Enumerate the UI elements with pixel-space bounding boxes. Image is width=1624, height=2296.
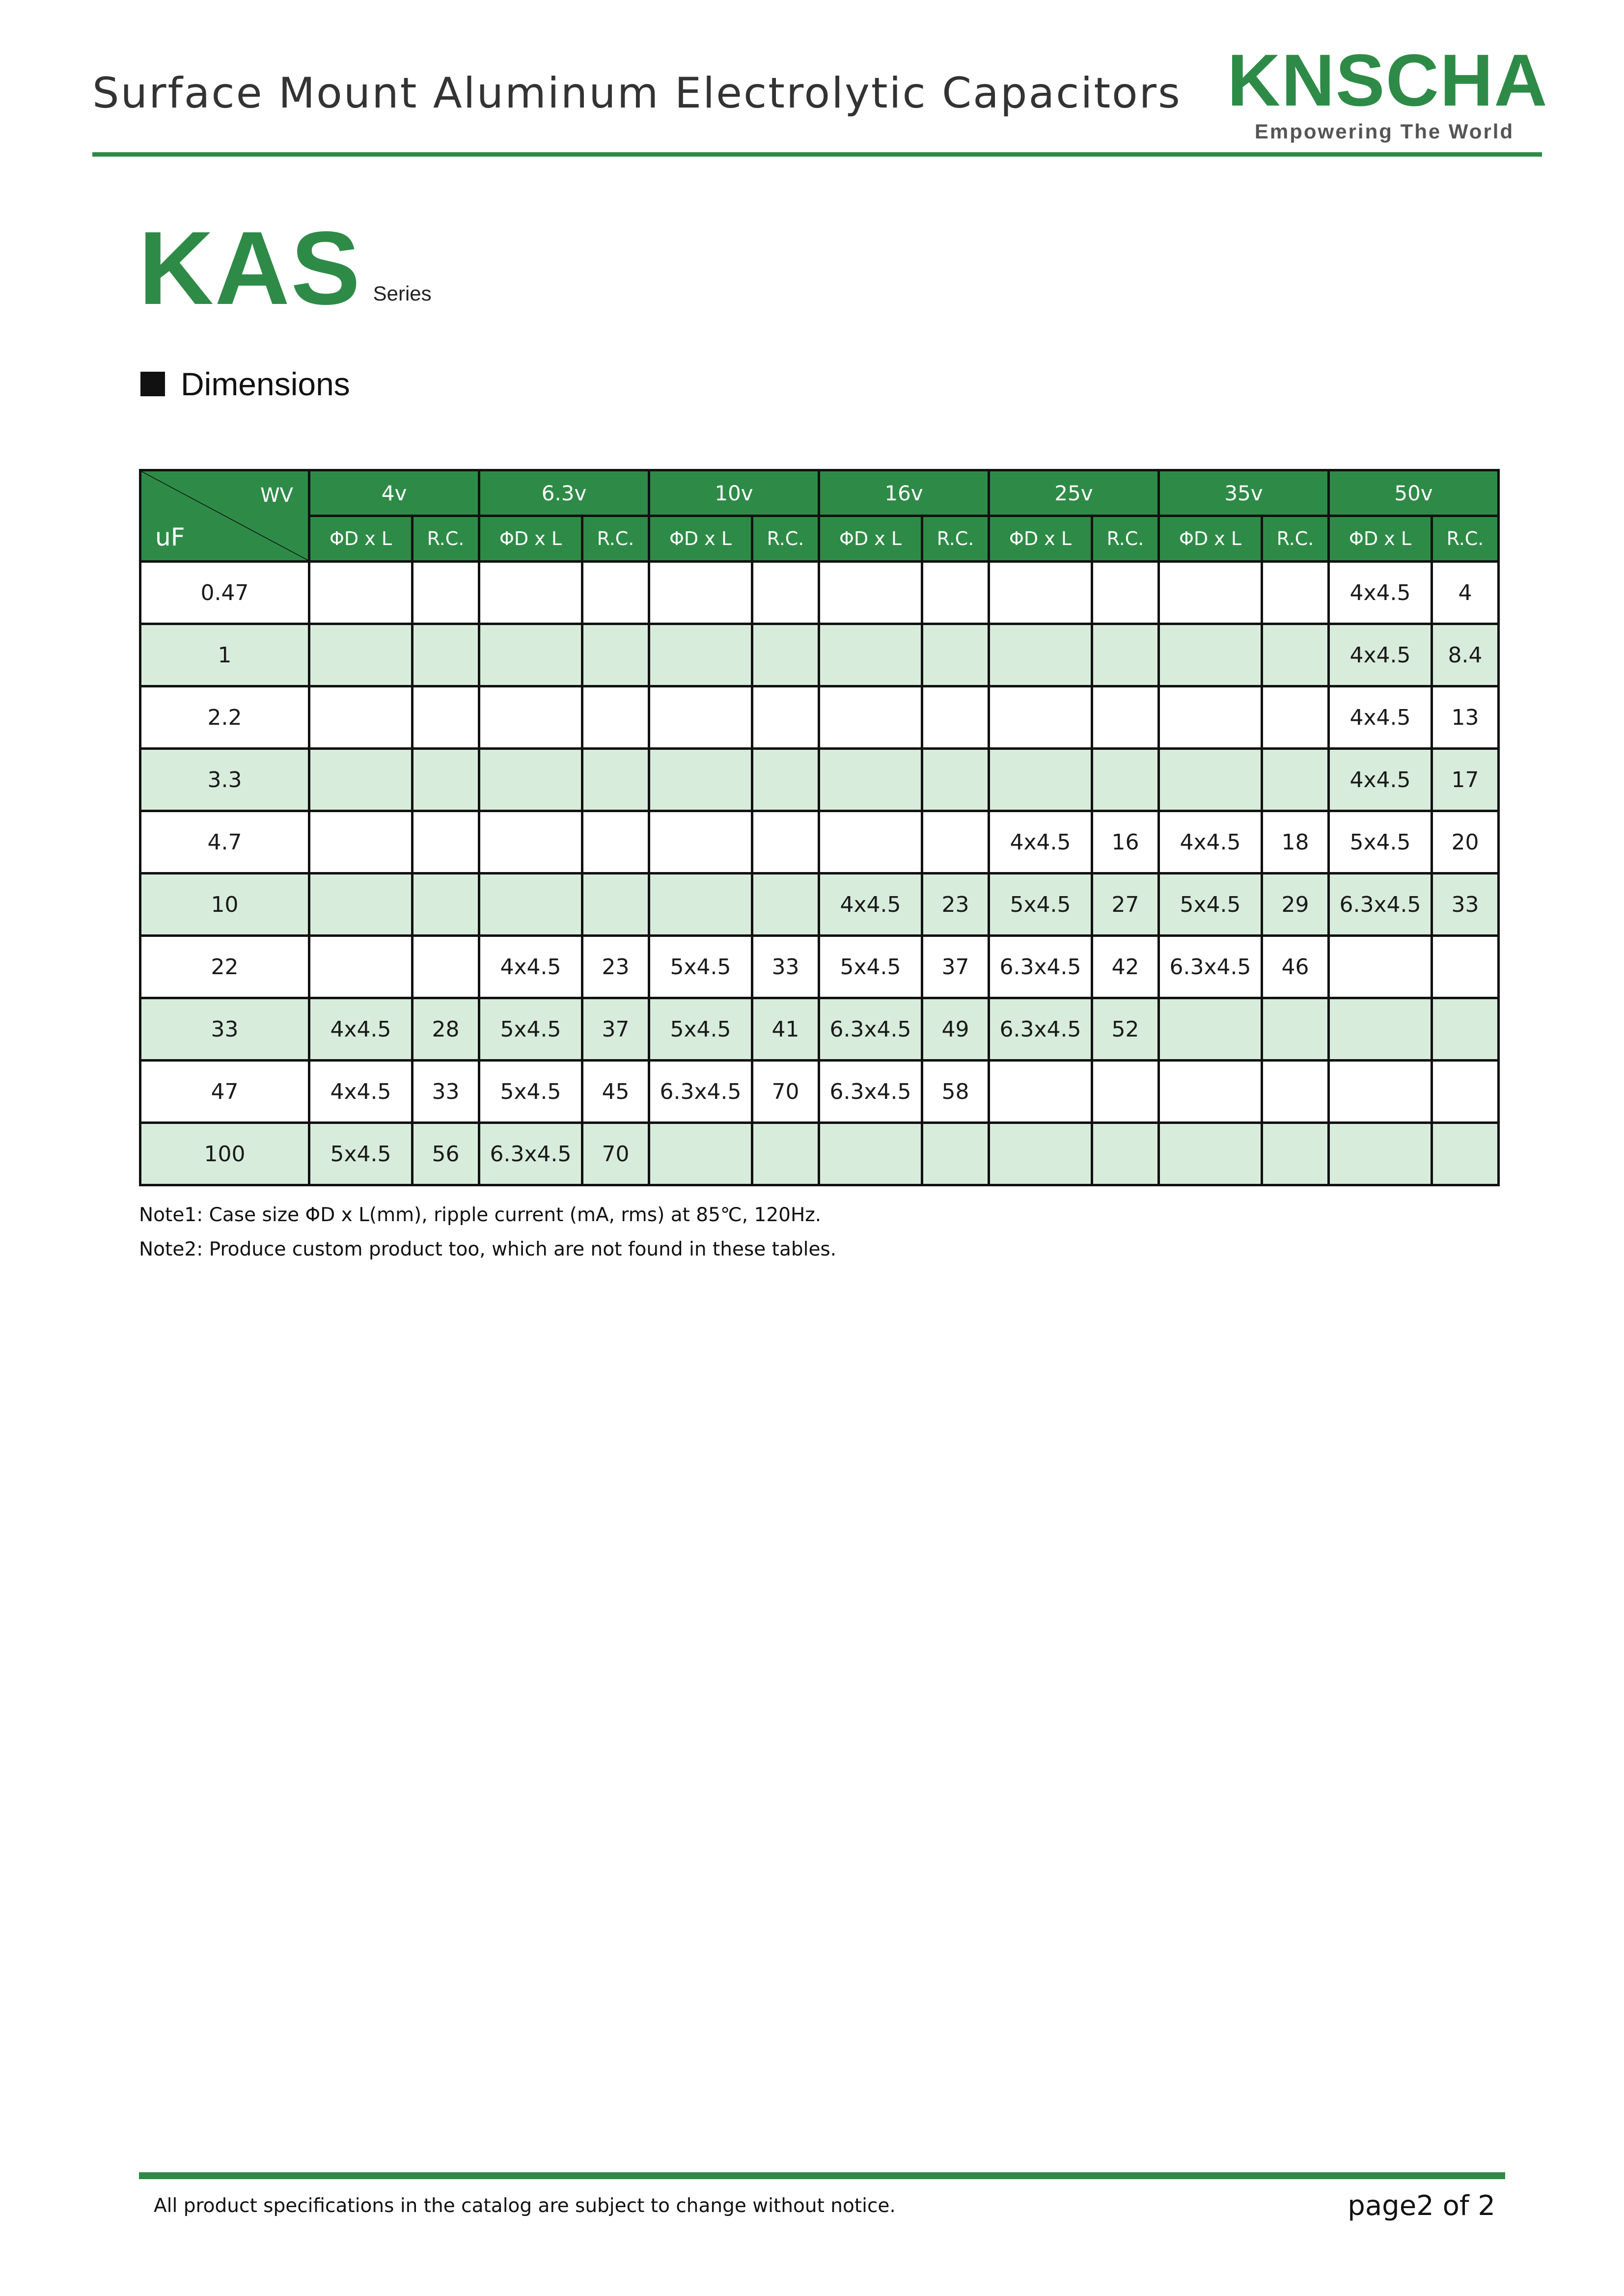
- case-size-cell: [819, 624, 922, 686]
- page-number: page2 of 2: [1348, 2190, 1495, 2222]
- case-size-cell: 5x4.5: [649, 936, 752, 998]
- ripple-current-cell: [1262, 1123, 1329, 1185]
- case-size-cell: [649, 624, 752, 686]
- rc-column-header: R.C.: [413, 516, 479, 562]
- case-size-cell: 4x4.5: [989, 811, 1092, 874]
- case-size-cell: [649, 811, 752, 874]
- case-size-cell: [1159, 1123, 1262, 1185]
- case-size-cell: [1159, 749, 1262, 811]
- ripple-current-cell: [413, 562, 479, 624]
- ripple-current-cell: [413, 811, 479, 874]
- ripple-current-cell: 13: [1432, 686, 1499, 749]
- ripple-current-cell: [582, 749, 649, 811]
- case-size-cell: [1159, 1061, 1262, 1123]
- voltage-header: 16v: [819, 470, 989, 516]
- capacitance-cell: 100: [140, 1123, 309, 1185]
- case-size-cell: [1159, 998, 1262, 1061]
- note-1: Note1: Case size ΦD x L(mm), ripple current (mA, rms) at 85℃, 120Hz.: [139, 1204, 822, 1226]
- ripple-current-cell: 4: [1432, 562, 1499, 624]
- corner-wv-label: WV: [260, 484, 293, 507]
- ripple-current-cell: [413, 936, 479, 998]
- ripple-current-cell: [1432, 1061, 1499, 1123]
- case-size-cell: [649, 874, 752, 936]
- case-size-cell: [1329, 998, 1432, 1061]
- case-size-cell: [649, 1123, 752, 1185]
- case-size-cell: [479, 624, 582, 686]
- ripple-current-cell: 29: [1262, 874, 1329, 936]
- ripple-current-cell: [922, 686, 989, 749]
- case-size-cell: [989, 1123, 1092, 1185]
- case-size-cell: 5x4.5: [819, 936, 922, 998]
- ripple-current-cell: [752, 874, 819, 936]
- document-header-title: Surface Mount Aluminum Electrolytic Capacitors: [92, 69, 1182, 118]
- capacitance-cell: 33: [140, 998, 309, 1061]
- ripple-current-cell: [582, 686, 649, 749]
- rc-column-header: R.C.: [752, 516, 819, 562]
- ripple-current-cell: [582, 624, 649, 686]
- case-size-cell: 5x4.5: [1159, 874, 1262, 936]
- ripple-current-cell: [413, 874, 479, 936]
- ripple-current-cell: 37: [582, 998, 649, 1061]
- ripple-current-cell: [1262, 998, 1329, 1061]
- ripple-current-cell: [752, 811, 819, 874]
- brand-tagline: Empowering The World: [1254, 120, 1514, 143]
- size-column-header: ΦD x L: [1159, 516, 1262, 562]
- voltage-header: 6.3v: [479, 470, 649, 516]
- ripple-current-cell: 70: [582, 1123, 649, 1185]
- case-size-cell: 4x4.5: [479, 936, 582, 998]
- ripple-current-cell: [752, 562, 819, 624]
- case-size-cell: [989, 686, 1092, 749]
- size-column-header: ΦD x L: [479, 516, 582, 562]
- footer-divider: [139, 2172, 1505, 2179]
- case-size-cell: 5x4.5: [989, 874, 1092, 936]
- ripple-current-cell: [1262, 1061, 1329, 1123]
- case-size-cell: [479, 562, 582, 624]
- ripple-current-cell: 58: [922, 1061, 989, 1123]
- case-size-cell: 5x4.5: [479, 1061, 582, 1123]
- voltage-header: 50v: [1329, 470, 1499, 516]
- ripple-current-cell: [752, 749, 819, 811]
- ripple-current-cell: 52: [1092, 998, 1159, 1061]
- case-size-cell: 6.3x4.5: [989, 936, 1092, 998]
- ripple-current-cell: [413, 686, 479, 749]
- size-column-header: ΦD x L: [309, 516, 413, 562]
- section-heading: [140, 365, 350, 403]
- capacitance-cell: 3.3: [140, 749, 309, 811]
- ripple-current-cell: 45: [582, 1061, 649, 1123]
- table-row: [140, 811, 1499, 874]
- rc-column-header: R.C.: [922, 516, 989, 562]
- table-row: [140, 562, 1499, 624]
- brand-name: KNSCHA: [1227, 39, 1548, 121]
- ripple-current-cell: [1092, 562, 1159, 624]
- ripple-current-cell: [1092, 1123, 1159, 1185]
- case-size-cell: 4x4.5: [309, 998, 413, 1061]
- ripple-current-cell: [1262, 624, 1329, 686]
- case-size-cell: 6.3x4.5: [1159, 936, 1262, 998]
- ripple-current-cell: [413, 749, 479, 811]
- ripple-current-cell: [922, 811, 989, 874]
- case-size-cell: [989, 562, 1092, 624]
- rc-column-header: R.C.: [582, 516, 649, 562]
- capacitance-cell: 4.7: [140, 811, 309, 874]
- case-size-cell: [989, 749, 1092, 811]
- ripple-current-cell: 49: [922, 998, 989, 1061]
- case-size-cell: 4x4.5: [309, 1061, 413, 1123]
- corner-uf-label: uF: [155, 523, 185, 551]
- rc-column-header: R.C.: [1092, 516, 1159, 562]
- case-size-cell: [479, 874, 582, 936]
- case-size-cell: [819, 1123, 922, 1185]
- case-size-cell: 5x4.5: [309, 1123, 413, 1185]
- ripple-current-cell: [922, 1123, 989, 1185]
- ripple-current-cell: 33: [1432, 874, 1499, 936]
- case-size-cell: 6.3x4.5: [989, 998, 1092, 1061]
- case-size-cell: [649, 686, 752, 749]
- ripple-current-cell: [1092, 686, 1159, 749]
- ripple-current-cell: [752, 624, 819, 686]
- case-size-cell: [819, 562, 922, 624]
- case-size-cell: [1329, 1123, 1432, 1185]
- table-row: [140, 1123, 1499, 1185]
- size-column-header: ΦD x L: [819, 516, 922, 562]
- ripple-current-cell: [752, 1123, 819, 1185]
- series-heading: [138, 210, 432, 326]
- size-column-header: ΦD x L: [989, 516, 1092, 562]
- ripple-current-cell: [1092, 624, 1159, 686]
- voltage-header-row: [140, 470, 1499, 516]
- case-size-cell: [309, 562, 413, 624]
- case-size-cell: 4x4.5: [1159, 811, 1262, 874]
- table-body: [140, 562, 1499, 1185]
- capacitance-cell: 22: [140, 936, 309, 998]
- ripple-current-cell: 17: [1432, 749, 1499, 811]
- ripple-current-cell: [413, 624, 479, 686]
- size-column-header: ΦD x L: [649, 516, 752, 562]
- ripple-current-cell: 20: [1432, 811, 1499, 874]
- case-size-cell: [479, 811, 582, 874]
- case-size-cell: [649, 749, 752, 811]
- case-size-cell: [989, 624, 1092, 686]
- ripple-current-cell: 27: [1092, 874, 1159, 936]
- case-size-cell: [309, 749, 413, 811]
- case-size-cell: [819, 686, 922, 749]
- case-size-cell: 6.3x4.5: [649, 1061, 752, 1123]
- case-size-cell: [309, 811, 413, 874]
- table-corner-cell: [140, 470, 309, 562]
- case-size-cell: 4x4.5: [1329, 749, 1432, 811]
- ripple-current-cell: 56: [413, 1123, 479, 1185]
- table-row: [140, 624, 1499, 686]
- capacitance-cell: 47: [140, 1061, 309, 1123]
- case-size-cell: [1159, 686, 1262, 749]
- dimensions-table: [139, 469, 1500, 1186]
- case-size-cell: 4x4.5: [1329, 624, 1432, 686]
- case-size-cell: 6.3x4.5: [1329, 874, 1432, 936]
- ripple-current-cell: [1432, 936, 1499, 998]
- ripple-current-cell: 46: [1262, 936, 1329, 998]
- case-size-cell: [309, 686, 413, 749]
- case-size-cell: [1329, 1061, 1432, 1123]
- case-size-cell: [1159, 624, 1262, 686]
- section-title: Dimensions: [181, 366, 350, 402]
- ripple-current-cell: [1432, 998, 1499, 1061]
- table-row: [140, 749, 1499, 811]
- ripple-current-cell: [1262, 686, 1329, 749]
- ripple-current-cell: [1432, 1123, 1499, 1185]
- ripple-current-cell: [582, 562, 649, 624]
- size-column-header: ΦD x L: [1329, 516, 1432, 562]
- ripple-current-cell: [922, 749, 989, 811]
- case-size-cell: 5x4.5: [1329, 811, 1432, 874]
- table-row: [140, 936, 1499, 998]
- footer-disclaimer: All product specifications in the catalog are subject to change without notice.: [154, 2195, 896, 2217]
- note-2: Note2: Produce custom product too, which are not found in these tables.: [139, 1238, 837, 1260]
- case-size-cell: 4x4.5: [819, 874, 922, 936]
- case-size-cell: 4x4.5: [1329, 562, 1432, 624]
- case-size-cell: 6.3x4.5: [479, 1123, 582, 1185]
- case-size-cell: [819, 749, 922, 811]
- voltage-header: 35v: [1159, 470, 1329, 516]
- case-size-cell: [479, 749, 582, 811]
- subheader-row: [140, 516, 1499, 562]
- case-size-cell: 5x4.5: [649, 998, 752, 1061]
- series-word: Series: [373, 282, 432, 305]
- capacitance-cell: 1: [140, 624, 309, 686]
- voltage-header: 4v: [309, 470, 479, 516]
- case-size-cell: 6.3x4.5: [819, 1061, 922, 1123]
- ripple-current-cell: 8.4: [1432, 624, 1499, 686]
- case-size-cell: 5x4.5: [479, 998, 582, 1061]
- voltage-header: 25v: [989, 470, 1159, 516]
- case-size-cell: 6.3x4.5: [819, 998, 922, 1061]
- capacitance-cell: 0.47: [140, 562, 309, 624]
- ripple-current-cell: 37: [922, 936, 989, 998]
- brand-logo: [1227, 39, 1548, 143]
- ripple-current-cell: [922, 562, 989, 624]
- series-code: KAS: [138, 210, 361, 326]
- header-divider: [92, 152, 1542, 157]
- bullet-square-icon: [140, 372, 165, 396]
- case-size-cell: [819, 811, 922, 874]
- case-size-cell: [479, 686, 582, 749]
- table-row: [140, 1061, 1499, 1123]
- table-row: [140, 998, 1499, 1061]
- case-size-cell: [309, 874, 413, 936]
- case-size-cell: [1159, 562, 1262, 624]
- ripple-current-cell: 33: [752, 936, 819, 998]
- ripple-current-cell: [582, 811, 649, 874]
- table-row: [140, 874, 1499, 936]
- table-row: [140, 686, 1499, 749]
- ripple-current-cell: 42: [1092, 936, 1159, 998]
- ripple-current-cell: 23: [922, 874, 989, 936]
- ripple-current-cell: [1092, 749, 1159, 811]
- ripple-current-cell: [1262, 749, 1329, 811]
- ripple-current-cell: 33: [413, 1061, 479, 1123]
- case-size-cell: [989, 1061, 1092, 1123]
- rc-column-header: R.C.: [1432, 516, 1499, 562]
- rc-column-header: R.C.: [1262, 516, 1329, 562]
- case-size-cell: [309, 936, 413, 998]
- case-size-cell: 4x4.5: [1329, 686, 1432, 749]
- ripple-current-cell: [582, 874, 649, 936]
- ripple-current-cell: 41: [752, 998, 819, 1061]
- case-size-cell: [649, 562, 752, 624]
- ripple-current-cell: 23: [582, 936, 649, 998]
- case-size-cell: [1329, 936, 1432, 998]
- capacitance-cell: 10: [140, 874, 309, 936]
- ripple-current-cell: 70: [752, 1061, 819, 1123]
- table-notes: [139, 1198, 836, 1267]
- ripple-current-cell: [922, 624, 989, 686]
- case-size-cell: [309, 624, 413, 686]
- ripple-current-cell: 28: [413, 998, 479, 1061]
- ripple-current-cell: [1262, 562, 1329, 624]
- capacitance-cell: 2.2: [140, 686, 309, 749]
- ripple-current-cell: 16: [1092, 811, 1159, 874]
- ripple-current-cell: [752, 686, 819, 749]
- ripple-current-cell: 18: [1262, 811, 1329, 874]
- ripple-current-cell: [1092, 1061, 1159, 1123]
- voltage-header: 10v: [649, 470, 819, 516]
